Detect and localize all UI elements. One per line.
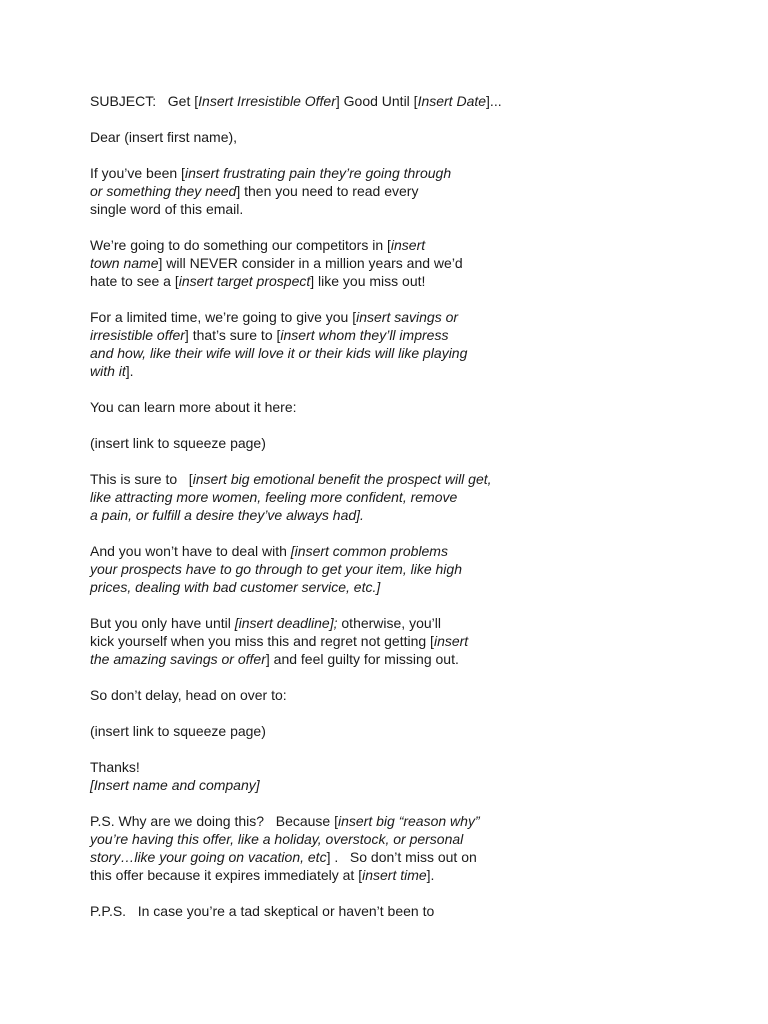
placeholder-text: [insert deadline]; [234, 615, 338, 631]
text: ] will NEVER consider in a million years and we’d [158, 255, 463, 271]
placeholder-text: insert savings or [356, 309, 459, 325]
text: ] then you need to read every [236, 183, 419, 199]
placeholder-text: insert big emotional benefit the prospect will get, [192, 471, 492, 487]
text: If you’ve been [ [90, 165, 185, 181]
placeholder-text: irresistible offer [90, 327, 185, 343]
text: hate to see a [ [90, 273, 179, 289]
greeting [90, 128, 750, 146]
name-company-placeholder: [Insert name and company] [90, 777, 260, 793]
text: ] that’s sure to [ [184, 327, 281, 343]
text: P.S. Why are we doing this? Because [ [90, 813, 338, 829]
postscript [90, 812, 750, 884]
paragraph-deadline [90, 614, 750, 668]
text: ]. [125, 363, 134, 379]
text: ]. [426, 867, 435, 883]
link-placeholder-2 [90, 722, 750, 740]
subject-text: ] Good Until [ [335, 93, 418, 109]
paragraph-offer [90, 308, 750, 380]
subject-date-placeholder: Insert Date [417, 93, 487, 109]
subject-label: SUBJECT: [90, 93, 157, 109]
paragraph-problems [90, 542, 750, 596]
placeholder-text: insert [390, 237, 426, 253]
link-placeholder-1 [90, 434, 750, 452]
placeholder-text: prices, dealing with bad customer service, etc.] [90, 579, 381, 595]
placeholder-text: like attracting more women, feeling more confident, remove [90, 489, 458, 505]
placeholder-text: the amazing savings or offer [90, 651, 266, 667]
placeholder-text: insert target prospect [178, 273, 311, 289]
text: But you only have until [90, 615, 235, 631]
paragraph-learn-more [90, 398, 750, 416]
text: For a limited time, we’re going to give you [ [90, 309, 357, 325]
signoff [90, 758, 750, 794]
placeholder-text: town name [90, 255, 159, 271]
text: So don’t delay, head on over to: [90, 687, 287, 703]
paragraph-dont-delay [90, 686, 750, 704]
text: otherwise, you’ll [337, 615, 441, 631]
text: We’re going to do something our competitors in [ [90, 237, 391, 253]
text: P.P.S. In case you’re a tad skeptical or haven’t been to [90, 903, 435, 919]
email-template-body [90, 92, 750, 938]
placeholder-text: insert whom they’ll impress [280, 327, 449, 343]
placeholder-text: insert big “reason why” [338, 813, 480, 829]
thanks-text: Thanks! [90, 759, 140, 775]
placeholder-text: story…like your going on vacation, etc [90, 849, 327, 865]
post-postscript [90, 902, 750, 920]
paragraph-pain [90, 164, 750, 218]
text: You can learn more about it here: [90, 399, 297, 415]
link-placeholder-text: (insert link to squeeze page) [90, 435, 266, 451]
placeholder-text: a pain, or fulfill a desire they’ve always had]. [90, 507, 364, 523]
placeholder-text: or something they need [90, 183, 237, 199]
subject-text: Get [ [167, 93, 199, 109]
placeholder-text: insert [433, 633, 469, 649]
text: kick yourself when you miss this and regret not getting [ [90, 633, 434, 649]
greeting-text: Dear (insert first name), [90, 129, 238, 145]
paragraph-benefit [90, 470, 750, 524]
paragraph-competitors [90, 236, 750, 290]
text: This is sure to [ [90, 471, 193, 487]
placeholder-text: you’re having this offer, like a holiday, overstock, or personal [90, 831, 464, 847]
placeholder-text: insert time [362, 867, 427, 883]
text: ] . So don’t miss out on [326, 849, 477, 865]
placeholder-text: [insert common problems [290, 543, 448, 559]
placeholder-text: with it [90, 363, 126, 379]
text: ] and feel guilty for missing out. [265, 651, 459, 667]
text: single word of this email. [90, 201, 244, 217]
text: And you won’t have to deal with [90, 543, 291, 559]
subject-line [90, 92, 750, 110]
subject-offer-placeholder: Insert Irresistible Offer [198, 93, 336, 109]
link-placeholder-text: (insert link to squeeze page) [90, 723, 266, 739]
placeholder-text: your prospects have to go through to get your item, like high [90, 561, 462, 577]
subject-text: ]... [486, 93, 502, 109]
text: ] like you miss out! [310, 273, 426, 289]
placeholder-text: insert frustrating pain they’re going through [184, 165, 452, 181]
text: this offer because it expires immediately at [ [90, 867, 363, 883]
placeholder-text: and how, like their wife will love it or their kids will like playing [90, 345, 468, 361]
